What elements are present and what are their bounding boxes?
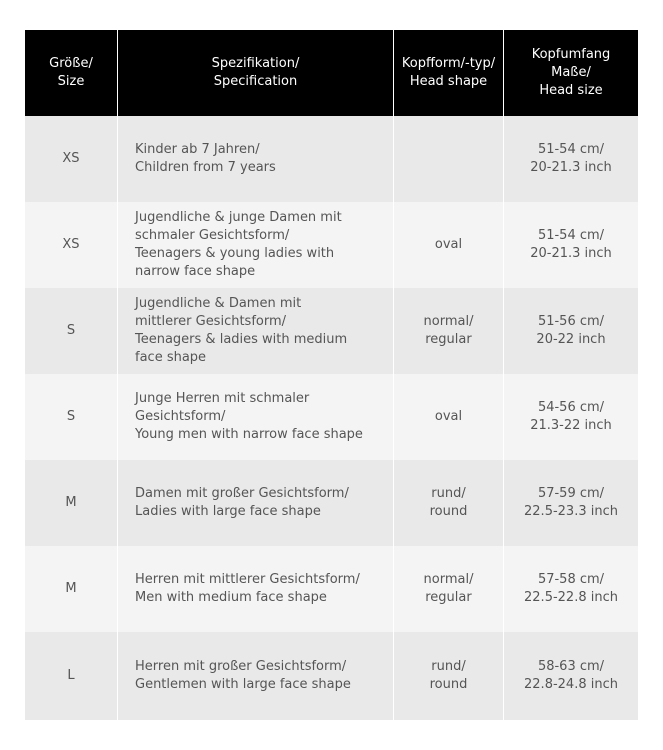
size-value: M [65, 495, 77, 510]
size-cell [25, 632, 117, 720]
measure-value: 51-54 cm/ 20-21.3 inch [530, 228, 612, 261]
measure-cell [503, 632, 638, 720]
shape-cell [393, 374, 503, 460]
table-row [25, 288, 638, 374]
spec-cell [117, 374, 393, 460]
header-head-size [503, 30, 638, 116]
header-head-shape-label: Kopfform/-typ/ Head shape [401, 56, 496, 89]
measure-value: 51-56 cm/ 20-22 inch [536, 314, 606, 347]
spec-cell [117, 546, 393, 632]
header-head-shape [393, 30, 503, 116]
header-spec-label: Spezifikation/ Specification [211, 56, 300, 89]
spec-cell [117, 632, 393, 720]
shape-cell [393, 288, 503, 374]
size-cell [25, 288, 117, 374]
size-value: XS [62, 151, 80, 166]
measure-value: 57-58 cm/ 22.5-22.8 inch [524, 572, 618, 605]
spec-cell [117, 202, 393, 288]
size-value: S [66, 409, 76, 424]
spec-value: Damen mit großer Gesichtsform/ Ladies with large face shape [135, 486, 349, 519]
shape-cell [393, 632, 503, 720]
spec-value: Kinder ab 7 Jahren/ Children from 7 years [135, 142, 276, 175]
shape-value: rund/ round [429, 486, 468, 519]
spec-value: Jugendliche & Damen mit mittlerer Gesichtsform/ Teenagers & ladies with medium face shape [135, 296, 348, 365]
measure-cell [503, 460, 638, 546]
size-cell [25, 546, 117, 632]
measure-value: 51-54 cm/ 20-21.3 inch [530, 142, 612, 175]
size-value: S [66, 323, 76, 338]
shape-value: oval [434, 237, 463, 252]
table-row [25, 460, 638, 546]
measure-cell [503, 288, 638, 374]
shape-value: oval [434, 409, 463, 424]
header-spec [117, 30, 393, 116]
shape-cell [393, 460, 503, 546]
measure-value: 58-63 cm/ 22.8-24.8 inch [524, 659, 618, 692]
spec-cell [117, 116, 393, 202]
size-cell [25, 116, 117, 202]
spec-value: Jugendliche & junge Damen mit schmaler Gesichtsform/ Teenagers & young ladies with narrow face shape [135, 210, 342, 279]
header-size [25, 30, 117, 116]
shape-cell [393, 202, 503, 288]
shape-value: normal/ regular [423, 314, 474, 347]
size-cell [25, 202, 117, 288]
size-value: L [67, 668, 75, 683]
header-size-label: Größe/ Size [49, 56, 93, 89]
table-row [25, 202, 638, 288]
measure-value: 57-59 cm/ 22.5-23.3 inch [524, 486, 618, 519]
spec-value: Junge Herren mit schmaler Gesichtsform/ Young men with narrow face shape [135, 391, 363, 442]
spec-value: Herren mit großer Gesichtsform/ Gentlemen with large face shape [135, 659, 351, 692]
table-row [25, 546, 638, 632]
size-cell [25, 374, 117, 460]
spec-value: Herren mit mittlerer Gesichtsform/ Men with medium face shape [135, 572, 360, 605]
header-head-size-label: Kopfumfang Maße/ Head size [531, 47, 611, 98]
measure-cell [503, 116, 638, 202]
table-row [25, 116, 638, 202]
size-value: XS [62, 237, 80, 252]
shape-value: normal/ regular [423, 572, 474, 605]
measure-value: 54-56 cm/ 21.3-22 inch [530, 400, 612, 433]
shape-cell [393, 116, 503, 202]
table-header [25, 30, 638, 116]
table-row [25, 632, 638, 720]
measure-cell [503, 202, 638, 288]
shape-value: rund/ round [429, 659, 468, 692]
size-cell [25, 460, 117, 546]
measure-cell [503, 374, 638, 460]
spec-cell [117, 460, 393, 546]
size-table [25, 30, 638, 720]
measure-cell [503, 546, 638, 632]
spec-cell [117, 288, 393, 374]
shape-cell [393, 546, 503, 632]
size-value: M [65, 581, 77, 596]
table-row [25, 374, 638, 460]
